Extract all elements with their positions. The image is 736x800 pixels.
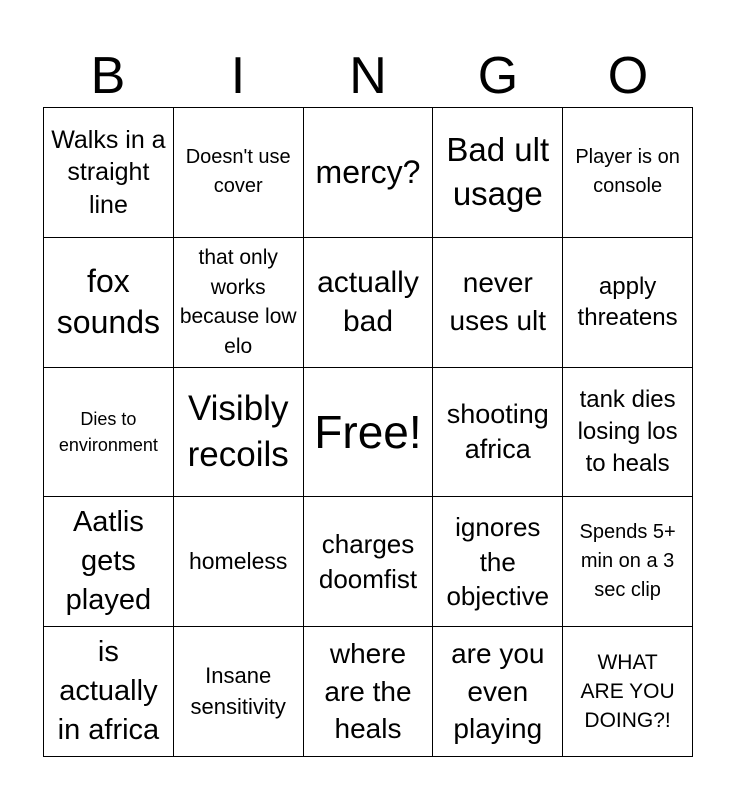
bingo-cell-text: homeless [188, 548, 288, 575]
bingo-cell[interactable] [44, 497, 174, 627]
bingo-cell[interactable] [44, 368, 174, 498]
header-letter-b: B [90, 47, 126, 105]
bingo-header [43, 44, 693, 108]
bingo-cell-text: never uses ult [449, 267, 547, 337]
free-space-cell[interactable] [304, 368, 434, 498]
header-letter-n: N [349, 47, 387, 105]
bingo-cell-text: fox sounds [56, 262, 160, 341]
bingo-cell-text: that only works because low elo [179, 246, 297, 358]
bingo-cell[interactable] [563, 627, 693, 757]
bingo-cell[interactable] [563, 238, 693, 368]
bingo-cell[interactable] [304, 238, 434, 368]
bingo-cell[interactable] [563, 368, 693, 498]
bingo-cell[interactable] [563, 497, 693, 627]
free-space-text: Free! [314, 405, 422, 458]
bingo-cell[interactable] [433, 627, 563, 757]
bingo-cell[interactable] [563, 108, 693, 238]
bingo-cell[interactable] [433, 238, 563, 368]
header-letter-i: I [230, 47, 246, 105]
bingo-cell[interactable] [304, 497, 434, 627]
bingo-cell-text: shooting africa [446, 398, 549, 464]
bingo-cell-text: WHAT ARE YOU DOING?! [580, 650, 675, 733]
header-letter-g: G [477, 47, 519, 105]
bingo-cell-text: where are the heals [324, 637, 412, 745]
bingo-cell-text: charges doomfist [318, 529, 418, 594]
bingo-cell-text: is actually in africa [57, 635, 160, 747]
bingo-cell-text: Bad ult usage [446, 130, 550, 213]
bingo-board [43, 107, 693, 757]
bingo-cell-text: Dies to environment [58, 408, 158, 455]
bingo-cell-text: Aatlis gets played [65, 506, 152, 617]
bingo-cell[interactable] [304, 108, 434, 238]
bingo-cell[interactable] [174, 368, 304, 498]
bingo-cell-text: Player is on console [575, 146, 680, 198]
bingo-cell-text: Doesn't use cover [185, 146, 291, 198]
bingo-cell-text: actually bad [317, 266, 419, 339]
bingo-cell[interactable] [174, 627, 304, 757]
bingo-cell[interactable] [433, 368, 563, 498]
bingo-cell[interactable] [433, 497, 563, 627]
bingo-cell[interactable] [174, 497, 304, 627]
bingo-cell[interactable] [44, 238, 174, 368]
bingo-cell[interactable] [44, 108, 174, 238]
bingo-cell-text: Insane sensitivity [190, 662, 286, 719]
bingo-cell[interactable] [304, 627, 434, 757]
bingo-cell-text: Walks in a straight line [51, 125, 166, 219]
bingo-cell[interactable] [433, 108, 563, 238]
bingo-cell-text: Spends 5+ min on a 3 sec clip [579, 521, 676, 602]
header-letter-o: O [607, 47, 649, 105]
bingo-cell[interactable] [174, 108, 304, 238]
bingo-cell-text: apply threatens [577, 273, 678, 332]
bingo-cell[interactable] [44, 627, 174, 757]
bingo-cell-text: are you even playing [451, 637, 545, 745]
bingo-cell-text: mercy? [315, 153, 421, 190]
bingo-cell-text: ignores the objective [446, 511, 550, 612]
bingo-cell-text: Visibly recoils [187, 389, 289, 474]
bingo-cell-text: tank dies losing los to heals [577, 386, 678, 477]
bingo-cell[interactable] [174, 238, 304, 368]
